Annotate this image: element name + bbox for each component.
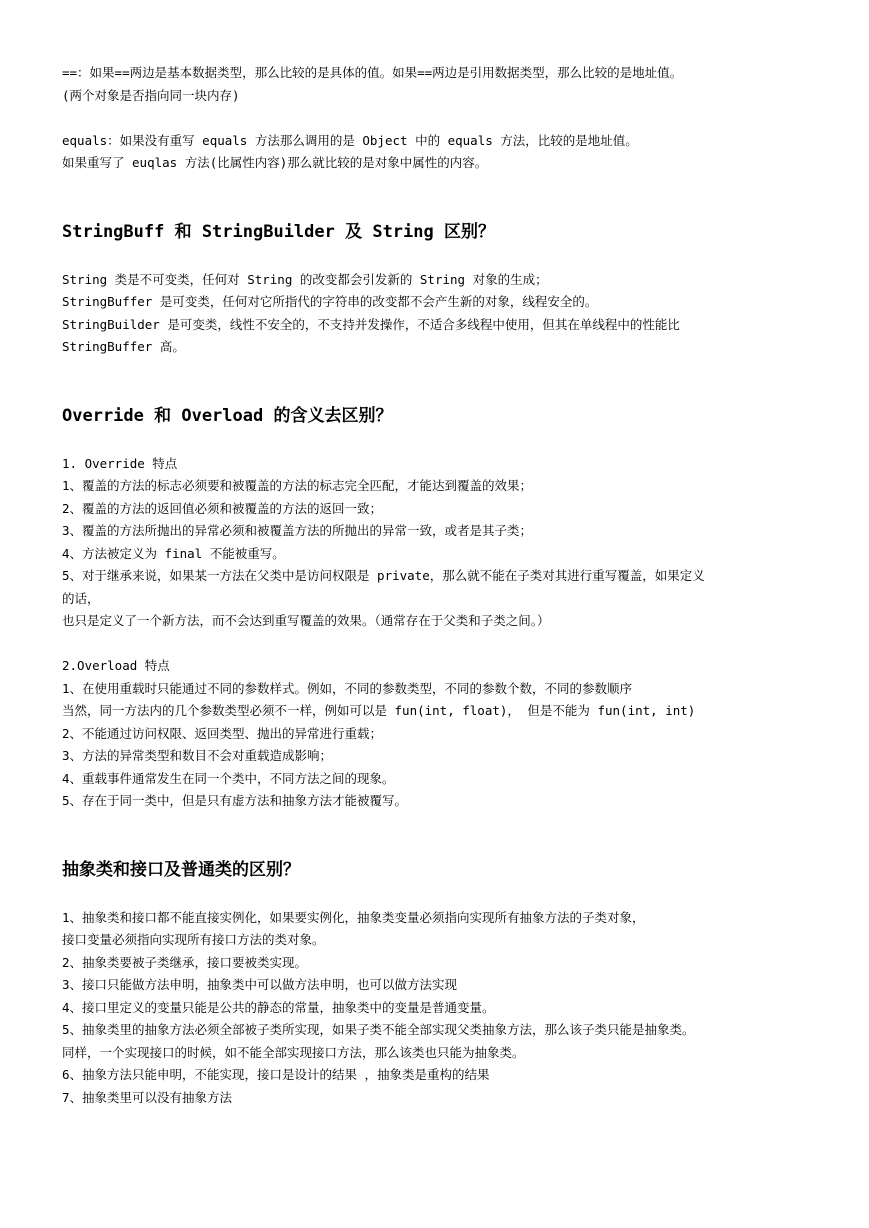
paragraph-line: 2、抽象类要被子类继承，接口要被类实现。 bbox=[62, 954, 308, 970]
spacer bbox=[62, 359, 822, 403]
paragraph-line: 6、抽象方法只能申明，不能实现，接口是设计的结果 ，抽象类是重构的结果 bbox=[62, 1067, 490, 1082]
intro-line-2: (两个对象是否指向同一块内存) bbox=[62, 87, 240, 103]
paragraph-line: 4、方法被定义为 final 不能被重写。 bbox=[62, 545, 285, 561]
paragraph-line: StringBuffer 高。 bbox=[62, 339, 185, 354]
paragraph-line: 2、覆盖的方法的返回值必须和被覆盖的方法的返回一致； bbox=[62, 500, 383, 516]
paragraph-line: StringBuffer 是可变类，任何对它所指代的字符串的改变都不会产生新的对象，线程安全的。 bbox=[62, 294, 598, 309]
paragraph-line: String 类是不可变类，任何对 String 的改变都会引发新的 String 对象的生成； bbox=[62, 271, 548, 287]
intro-line-1: ==：如果==两边是基本数据类型，那么比较的是具体的值。如果==两边是引用数据类型，那么比较的是地址值。 bbox=[62, 65, 683, 80]
paragraph-line: 4、重载事件通常发生在同一个类中，不同方法之间的现象。 bbox=[62, 770, 395, 786]
paragraph-line: StringBuilder 是可变类，线性不安全的，不支持并发操作，不适合多线程中使用，但其在单线程中的性能比 bbox=[62, 316, 680, 332]
section-override-overload bbox=[62, 403, 822, 813]
paragraph-line: 5、抽象类里的抽象方法必须全部被子类所实现，如果子类不能全部实现父类抽象方法，那么该子类只能是抽象类。 bbox=[62, 1022, 695, 1037]
paragraph-line: 1、抽象类和接口都不能直接实例化，如果要实例化，抽象类变量必须指向实现所有抽象方法的子类对象， bbox=[62, 909, 645, 925]
spacer bbox=[62, 813, 822, 857]
section-heading: 抽象类和接口及普通类的区别？ bbox=[62, 859, 300, 880]
paragraph-line: 5、对于继承来说，如果某一方法在父类中是访问权限是 private，那么就不能在子类对其进行重写覆盖，如果定义 bbox=[62, 568, 705, 583]
intro-line-5: 如果重写了 euqlas 方法(比属性内容)那么就比较的是对象中属性的内容。 bbox=[62, 155, 488, 170]
intro-line-4: equals：如果没有重写 equals 方法那么调用的是 Object 中的 equals 方法，比较的是地址值。 bbox=[62, 132, 638, 148]
document-page bbox=[62, 62, 822, 1109]
paragraph-line: 4、接口里定义的变量只能是公共的静态的常量，抽象类中的变量是普通变量。 bbox=[62, 999, 495, 1015]
paragraph-line: 3、方法的异常类型和数目不会对重载造成影响； bbox=[62, 748, 333, 763]
blank-line bbox=[62, 107, 822, 130]
spacer bbox=[62, 175, 822, 219]
spacer bbox=[62, 883, 822, 907]
paragraph-line: 也只是定义了一个新方法，而不会达到重写覆盖的效果。（通常存在于父类和子类之间。） bbox=[62, 613, 550, 628]
paragraph-line: 2.Overload 特点 bbox=[62, 658, 170, 673]
section-heading: StringBuff 和 StringBuilder 及 String 区别？ bbox=[62, 221, 495, 242]
paragraph-line: 3、接口只能做方法申明，抽象类中可以做方法申明，也可以做方法实现 bbox=[62, 977, 458, 992]
paragraph-line: 2、不能通过访问权限、返回类型、抛出的异常进行重载； bbox=[62, 725, 383, 741]
paragraph-line: 当然，同一方法内的几个参数类型必须不一样，例如可以是 fun(int, float)， 但是不能为 fun(int, int) bbox=[62, 703, 696, 718]
paragraph-line: 3、覆盖的方法所抛出的异常必须和被覆盖方法的所抛出的异常一致，或者是其子类； bbox=[62, 523, 533, 538]
paragraph-line: 1、覆盖的方法的标志必须要和被覆盖的方法的标志完全匹配，才能达到覆盖的效果； bbox=[62, 478, 533, 493]
paragraph-line: 7、抽象类里可以没有抽象方法 bbox=[62, 1089, 233, 1105]
paragraph-line: 1、在使用重载时只能通过不同的参数样式。例如，不同的参数类型，不同的参数个数，不同的参数顺序 bbox=[62, 680, 633, 696]
paragraph-line: 接口变量必须指向实现所有接口方法的类对象。 bbox=[62, 932, 325, 947]
paragraph-line: 同样，一个实现接口的时候，如不能全部实现接口方法，那么该类也只能为抽象类。 bbox=[62, 1044, 525, 1060]
blank-line bbox=[62, 633, 822, 656]
spacer bbox=[62, 245, 822, 269]
section-abstract-interface bbox=[62, 857, 822, 1110]
section-heading: Override 和 Overload 的含义去区别？ bbox=[62, 405, 393, 426]
paragraph-line: 5、存在于同一类中，但是只有虚方法和抽象方法才能被覆写。 bbox=[62, 793, 408, 808]
intro-block bbox=[62, 62, 822, 175]
paragraph-line: 1. Override 特点 bbox=[62, 455, 178, 471]
paragraph-line: 的话， bbox=[62, 590, 100, 606]
spacer bbox=[62, 429, 822, 453]
section-string bbox=[62, 219, 822, 359]
